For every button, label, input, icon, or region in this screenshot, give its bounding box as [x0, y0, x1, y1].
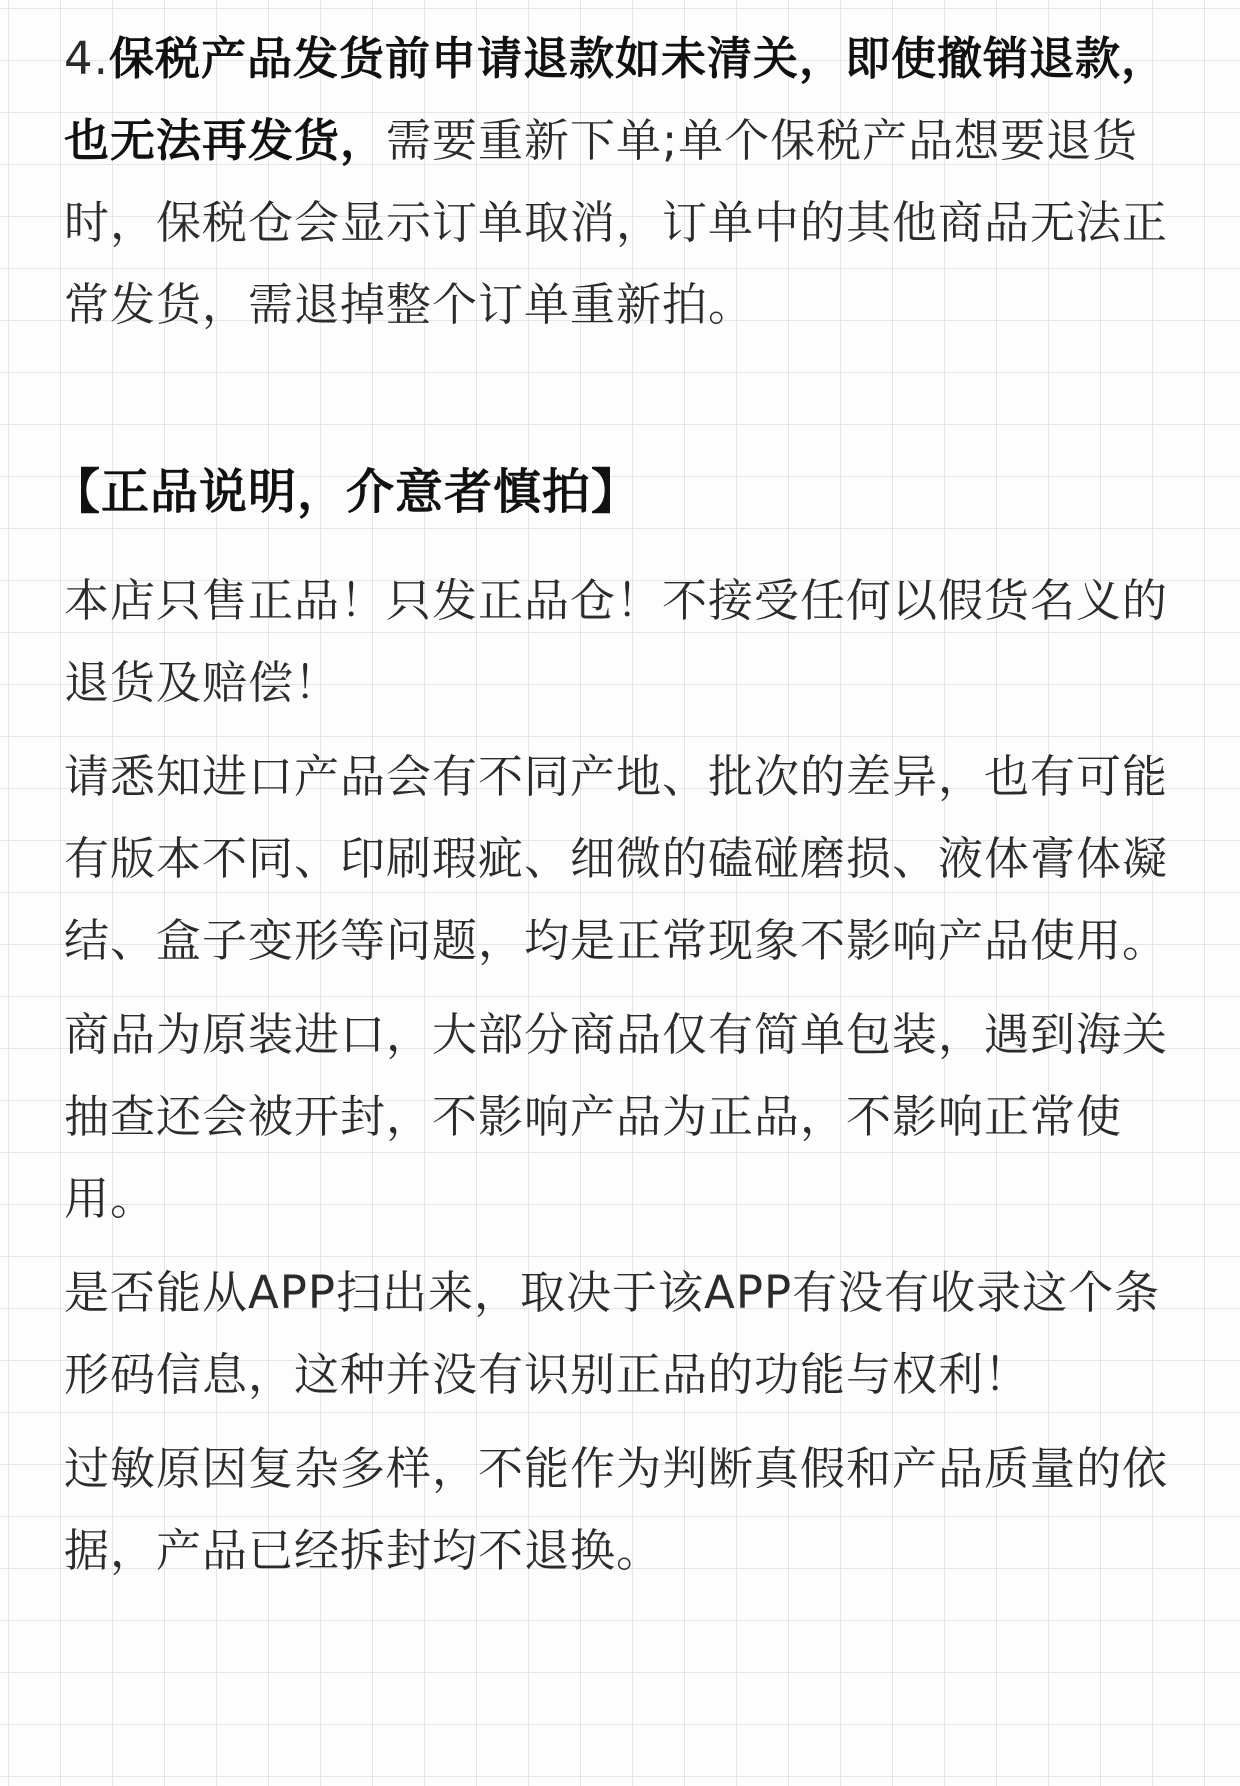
paragraph-import-differences: 请悉知进口产品会有不同产地、批次的差异，也有可能有版本不同、印刷瑕疵、细微的磕碰磨损、液体膏体凝结、盒子变形等问题，均是正常现象不影响产品使用。	[64, 750, 1169, 967]
paragraph-app-scan: 是否能从APP扫出来，取决于该APP有没有收录这个条形码信息，这种并没有识别正品的功能与权利！	[64, 1266, 1161, 1401]
paragraph-authentic-only: 本店只售正品！只发正品仓！不接受任何以假货名义的退货及赔偿！	[64, 574, 1169, 709]
notice-normal-text: 需要重新下单;单个保税产品想要退货时，保税仓会显示订单取消，订单中的其他商品无法正常发货，需退掉整个订单重新拍。	[64, 114, 1169, 331]
bonded-refund-notice	[64, 18, 1176, 346]
content-area	[52, 18, 1176, 1604]
paragraph-allergy: 过敏原因复杂多样，不能作为判断真假和产品质量的依据，产品已经拆封均不退换。	[64, 1442, 1169, 1577]
notice-bold-text: 保税产品发货前申请退款如未清关，即使撤销退款，也无法再发货，	[64, 32, 1167, 167]
paragraph-original-import: 商品为原装进口，大部分商品仅有简单包装，遇到海关抽查还会被开封，不影响产品为正品，不影响正常使用。	[64, 1008, 1169, 1225]
section-heading: 【正品说明，介意者慎拍】	[52, 464, 641, 520]
notice-number: 4.	[64, 32, 109, 85]
